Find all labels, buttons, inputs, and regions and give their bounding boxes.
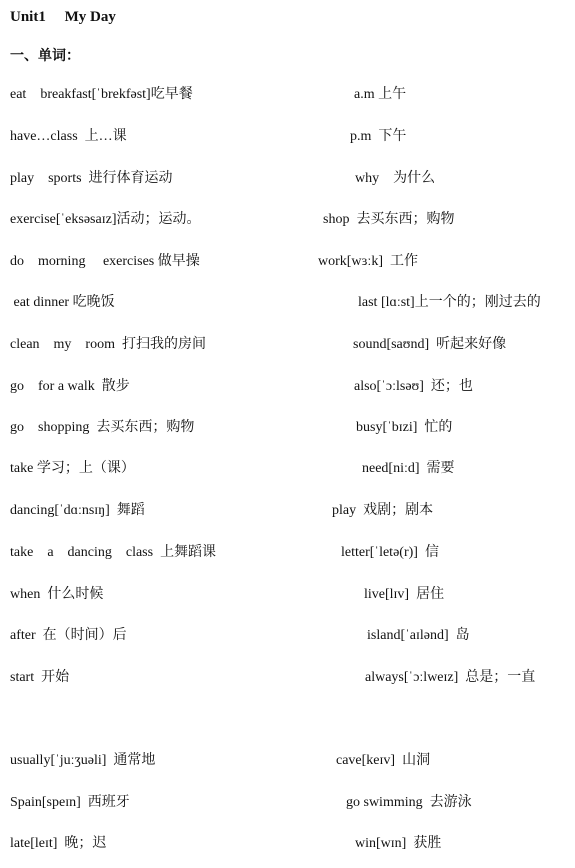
vocab-right: last [lɑːst]上一个的；刚过去的 <box>358 295 541 310</box>
vocab-left: eat dinner 吃晚饭 <box>10 295 115 310</box>
vocab-left: exercise[ˈeksəsaɪz]活动；运动。 <box>10 212 201 227</box>
vocab-row <box>0 126 575 148</box>
vocab-row <box>0 584 575 606</box>
vocab-row <box>0 251 575 273</box>
vocab-left: take a dancing class 上舞蹈课 <box>10 545 217 560</box>
vocab-row <box>0 750 575 772</box>
vocab-row <box>0 833 575 855</box>
vocab-right: need[niːd] 需要 <box>362 461 455 476</box>
vocab-row <box>0 334 575 356</box>
vocab-left: after 在（时间）后 <box>10 628 127 643</box>
vocab-left: take 学习；上（课） <box>10 461 135 476</box>
vocab-left: dancing[ˈdɑːnsɪŋ] 舞蹈 <box>10 503 145 518</box>
vocab-row <box>0 542 575 564</box>
vocab-right: sound[saʊnd] 听起来好像 <box>353 337 507 352</box>
section-heading: 一、单词： <box>10 49 80 64</box>
vocab-left: play sports 进行体育运动 <box>10 171 173 186</box>
vocab-row <box>0 417 575 439</box>
vocab-right: a.m 上午 <box>354 87 407 102</box>
vocab-left: late[leɪt] 晚；迟 <box>10 836 107 851</box>
vocab-right: also[ˈɔːlsəʊ] 还；也 <box>354 379 473 394</box>
vocab-left: clean my room 打扫我的房间 <box>10 337 206 352</box>
vocab-right: p.m 下午 <box>350 129 407 144</box>
vocab-right: live[lɪv] 居住 <box>364 587 445 602</box>
vocab-row <box>0 792 575 814</box>
vocab-left: go shopping 去买东西；购物 <box>10 420 195 435</box>
vocab-left: eat breakfast[ˈbrekfəst]吃早餐 <box>10 87 193 102</box>
vocab-right: win[wɪn] 获胜 <box>355 836 442 851</box>
vocab-right: island[ˈaɪlənd] 岛 <box>367 628 470 643</box>
page-title: Unit1 My Day <box>10 9 116 25</box>
vocab-row <box>0 500 575 522</box>
vocab-right: shop 去买东西；购物 <box>323 212 455 227</box>
vocab-left: do morning exercises 做早操 <box>10 254 200 269</box>
vocab-right: go swimming 去游泳 <box>346 795 472 810</box>
vocab-left: usually[ˈjuːʒuəli] 通常地 <box>10 753 156 768</box>
vocab-left: start 开始 <box>10 670 70 685</box>
vocab-left: have…class 上…课 <box>10 129 127 144</box>
vocab-right: busy[ˈbɪzi] 忙的 <box>356 420 453 435</box>
vocab-row <box>0 376 575 398</box>
vocab-row <box>0 168 575 190</box>
vocab-row <box>0 292 575 314</box>
vocab-right: work[wɜːk] 工作 <box>318 254 418 269</box>
vocab-right: letter[ˈletə(r)] 信 <box>341 545 439 560</box>
vocab-right: always[ˈɔːlweɪz] 总是；一直 <box>365 670 536 685</box>
vocab-row <box>0 458 575 480</box>
vocab-row <box>0 667 575 689</box>
vocab-row <box>0 625 575 647</box>
vocab-right: why 为什么 <box>355 171 436 186</box>
vocab-left: Spain[speɪn] 西班牙 <box>10 795 130 810</box>
vocab-right: cave[keɪv] 山洞 <box>336 753 431 768</box>
vocab-row <box>0 209 575 231</box>
vocab-left: when 什么时候 <box>10 587 104 602</box>
vocab-row <box>0 84 575 106</box>
vocab-left: go for a walk 散步 <box>10 379 130 394</box>
vocab-right: play 戏剧；剧本 <box>332 503 434 518</box>
